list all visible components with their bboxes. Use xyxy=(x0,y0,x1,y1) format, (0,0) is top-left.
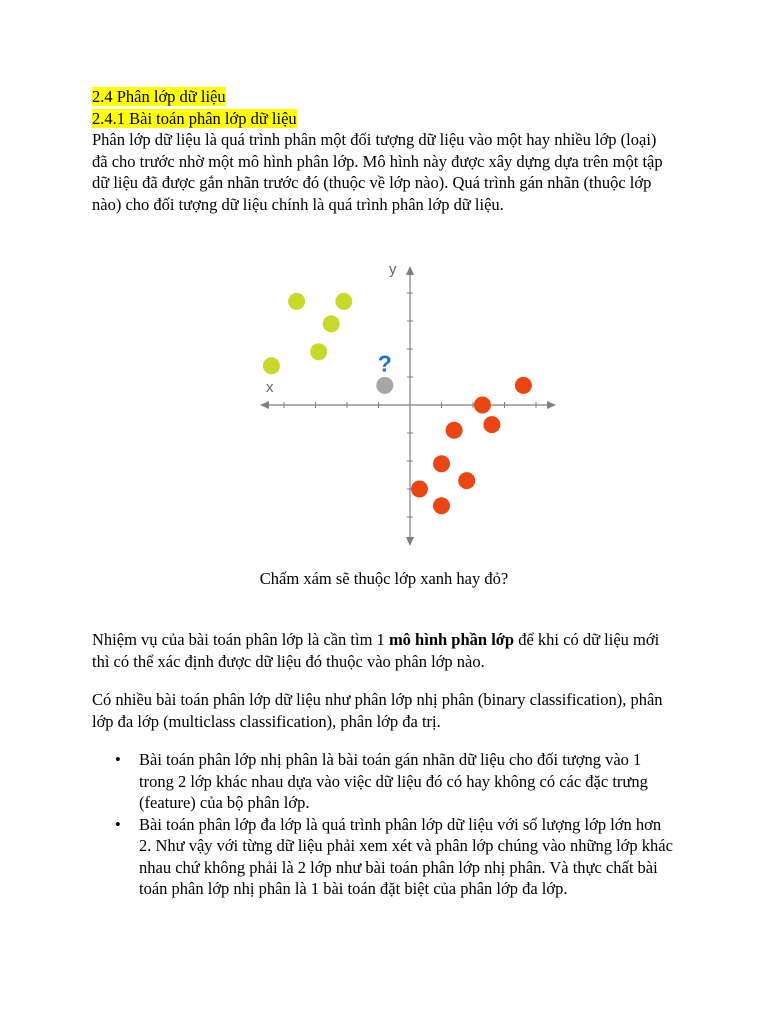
bullet-symbol: • xyxy=(115,750,121,769)
task-paragraph xyxy=(92,629,676,672)
task-text-before: Nhiệm vụ của bài toán phân lớp là cần tìm 1 xyxy=(92,630,389,649)
green-data-point xyxy=(310,343,327,360)
section-heading-text: 2.4 Phân lớp dữ liệu xyxy=(92,87,226,106)
bullet-text: Bài toán phân lớp nhị phân là bài toán gán nhãn dữ liệu cho đối tượng vào 1 trong 2 lớp khác nhau dựa vào việc dữ liệu đó có hay không có các đặc trưng (feature) của bộ phân lớp. xyxy=(139,750,648,812)
bullet-item xyxy=(92,749,676,814)
red-data-point xyxy=(458,472,475,489)
bullet-item xyxy=(92,814,676,900)
subsection-heading xyxy=(92,108,676,130)
red-data-point xyxy=(411,481,428,498)
task-bold-term: mô hình phần lớp xyxy=(388,630,515,649)
gray-data-point xyxy=(376,377,393,394)
section-heading xyxy=(92,86,676,108)
bullet-text: Bài toán phân lớp đa lớp là quá trình phân lớp dữ liệu với số lượng lớp lớn hơn 2. Như vậy với từng dữ liệu phải xem xét và phân lớp chúng vào những lớp khác nhau chứ không phải là 2 lớp như bài toán phân lớp nhị phân. Và thực chất bài toán phân lớp nhị phân là 1 bài toán đặt biệt của phân lớp đa lớp. xyxy=(139,814,673,898)
bullet-symbol: • xyxy=(115,814,121,834)
red-data-point xyxy=(474,397,491,414)
green-data-point xyxy=(288,293,305,310)
red-data-point xyxy=(515,377,532,394)
x-axis-label: x xyxy=(266,379,274,396)
green-data-point xyxy=(263,357,280,374)
subsection-heading-text: 2.4.1 Bài toán phân lớp dữ liệu xyxy=(92,108,297,128)
document-top xyxy=(92,86,676,215)
red-data-point xyxy=(446,422,463,439)
x-axis-arrow-left xyxy=(260,401,269,409)
scatter-figure xyxy=(250,255,560,550)
document-body xyxy=(92,629,676,900)
red-data-point xyxy=(433,455,450,472)
red-data-point xyxy=(433,497,450,514)
intro-paragraph: Phân lớp dữ liệu là quá trình phân một đối tượng dữ liệu vào một hay nhiều lớp (loại) đã cho trước nhờ một mô hình phân lớp. Mô hình này được xây dựng dựa trên một tập dữ liệu đã được gắn nhãn trước đó (thuộc về lớp nào). Quá trình gán nhãn (thuộc lớp nào) cho đối tượng dữ liệu chính là quá trình phân lớp dữ liệu. xyxy=(92,130,663,214)
types-paragraph: Có nhiều bài toán phân lớp dữ liệu như phân lớp nhị phân (binary classification), phân lớp đa lớp (multiclass classification), phân lớp đa trị. xyxy=(92,690,663,731)
task-text-after: để khi có dữ liệu mới thì có thể xác định được dữ liệu đó thuộc vào phân lớp nào. xyxy=(92,630,660,671)
green-data-point xyxy=(323,315,340,332)
y-axis-arrow-up xyxy=(406,266,414,275)
x-axis-arrow-right xyxy=(547,401,556,409)
figure-caption: Chấm xám sẽ thuộc lớp xanh hay đỏ? xyxy=(259,569,509,588)
red-data-point xyxy=(483,416,500,433)
unknown-point-question-mark: ? xyxy=(377,350,392,377)
y-axis-arrow-down xyxy=(406,537,414,546)
green-data-point xyxy=(335,293,352,310)
bullet-list xyxy=(92,749,676,900)
y-axis-label: y xyxy=(389,261,397,278)
